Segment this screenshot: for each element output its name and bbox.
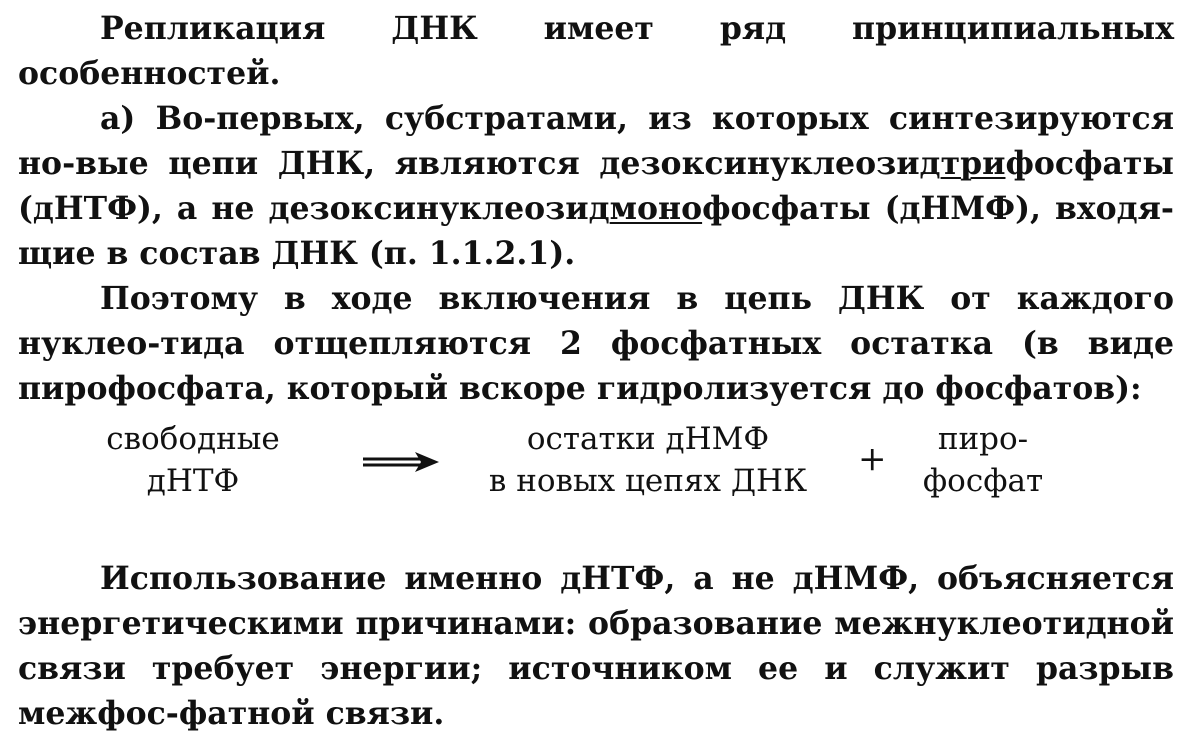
substrates-text-3: фосфаты (дНМФ), входя-щие в состав ДНК (п. 1.1.2.1).	[18, 190, 1174, 272]
tri-underlined: три	[940, 145, 1006, 182]
byproduct-line-1: пиро-	[937, 421, 1029, 457]
energy-paragraph	[18, 556, 1174, 736]
scheme-product	[448, 418, 848, 502]
plus-sign: +	[858, 439, 887, 479]
pyrophosphate-text: Поэтому в ходе включения в цепь ДНК от каждого нуклео-тида отщепляются 2 фосфатных остатка (в виде пирофосфата, который вскоре гидролизуется до фосфатов):	[18, 280, 1174, 407]
substrates-paragraph	[18, 96, 1174, 276]
substrate-line-2: дНТФ	[146, 463, 240, 499]
substrates-text-2: фосфаты (дНТФ), а не дезоксинуклеозид	[18, 145, 1174, 227]
reaction-arrow-icon	[363, 451, 439, 473]
substrates-text-1: а) Во-первых, субстратами, из которых синтезируются но-вые цепи ДНК, являются дезоксинуклеозид	[18, 100, 1174, 182]
scheme-substrate	[88, 418, 298, 502]
pyrophosphate-paragraph	[18, 276, 1174, 411]
intro-paragraph	[18, 6, 1174, 96]
scheme-byproduct	[898, 418, 1068, 502]
energy-paragraph-container	[18, 556, 1174, 736]
product-line-1: остатки дНМФ	[526, 421, 770, 457]
byproduct-line-2: фосфат	[922, 463, 1044, 499]
substrate-line-1: свободные	[106, 421, 280, 457]
intro-text: Репликация ДНК имеет ряд принципиальных особенностей.	[18, 10, 1174, 92]
energy-text: Использование именно дНТФ, а не дНМФ, объясняется энергетическими причинами: образование межнуклеотидной связи требует энергии; источником ее и служит разрыв межфос-фатной связи.	[18, 560, 1174, 732]
mono-underlined: моно	[609, 190, 703, 227]
document-page	[18, 6, 1174, 411]
reaction-scheme	[18, 418, 1174, 508]
product-line-2: в новых цепях ДНК	[488, 463, 808, 499]
